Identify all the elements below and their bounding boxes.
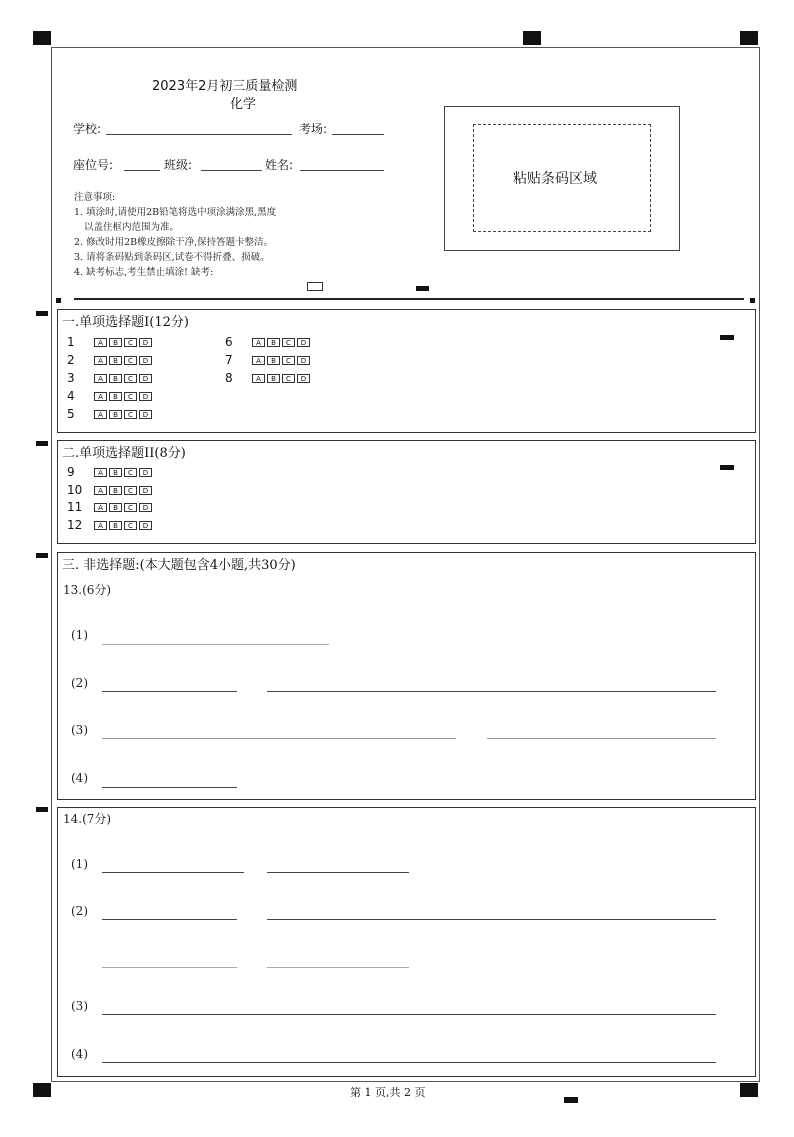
option-bubble-b[interactable]: B <box>109 338 122 347</box>
option-bubble-c[interactable]: C <box>124 374 137 383</box>
option-bubble-a[interactable]: A <box>252 374 265 383</box>
option-bubble-a[interactable]: A <box>94 486 107 495</box>
option-bubble-b[interactable]: B <box>267 374 280 383</box>
q14-box <box>57 807 756 1077</box>
option-bubble-c[interactable]: C <box>124 410 137 419</box>
option-bubble-d[interactable]: D <box>139 374 152 383</box>
q14-answer-2a[interactable] <box>102 919 237 920</box>
question-number: 8 <box>225 371 233 385</box>
absent-checkbox[interactable] <box>307 282 323 291</box>
option-bubble-b[interactable]: B <box>109 392 122 401</box>
q13-answer-3a[interactable] <box>102 738 456 739</box>
question-number: 9 <box>67 465 75 479</box>
q13-part-3: (3) <box>71 723 88 737</box>
note-1b: 以盖住框内范围为准。 <box>84 222 180 233</box>
q13-title: 13.(6分) <box>63 583 112 597</box>
option-bubble-c[interactable]: C <box>124 503 137 512</box>
bottom-mark <box>564 1097 578 1103</box>
section3-title: 三. 非选择题:(本大题包含4小题,共30分) <box>62 558 296 573</box>
name-field[interactable] <box>300 170 384 171</box>
q14-part-2: (2) <box>71 904 88 918</box>
option-bubble-c[interactable]: C <box>124 521 137 530</box>
q14-answer-1a[interactable] <box>102 872 244 873</box>
question-number: 10 <box>67 482 83 497</box>
option-bubble-a[interactable]: A <box>252 356 265 365</box>
side-mark-4 <box>36 807 48 812</box>
notes-title: 注意事项: <box>74 192 116 203</box>
side-mark-3 <box>36 553 48 558</box>
option-bubble-d[interactable]: D <box>139 338 152 347</box>
q13-answer-4[interactable] <box>102 787 237 788</box>
option-bubble-a[interactable]: A <box>94 338 107 347</box>
answer-options <box>94 356 152 365</box>
option-bubble-b[interactable]: B <box>109 486 122 495</box>
question-number: 11 <box>67 500 83 514</box>
q13-part-4: (4) <box>71 771 88 785</box>
option-bubble-b[interactable]: B <box>109 356 122 365</box>
room-field[interactable] <box>332 134 384 135</box>
option-bubble-b[interactable]: B <box>267 356 280 365</box>
section3-box <box>57 552 756 800</box>
option-bubble-c[interactable]: C <box>124 392 137 401</box>
option-bubble-b[interactable]: B <box>109 503 122 512</box>
note-1: 1. 填涂时,请使用2B铅笔将选中项涂满涂黑,黑度 <box>74 207 277 218</box>
q14-part-4: (4) <box>71 1047 88 1061</box>
q13-answer-1[interactable] <box>102 644 329 645</box>
q13-part-2: (2) <box>71 676 88 690</box>
option-bubble-d[interactable]: D <box>139 468 152 477</box>
option-bubble-d[interactable]: D <box>297 374 310 383</box>
option-bubble-d[interactable]: D <box>139 521 152 530</box>
q14-part-1: (1) <box>71 857 88 871</box>
answer-options <box>94 468 152 477</box>
q14-answer-2c[interactable] <box>102 967 237 968</box>
option-bubble-b[interactable]: B <box>109 374 122 383</box>
option-bubble-d[interactable]: D <box>139 503 152 512</box>
room-label: 考场: <box>299 122 328 136</box>
answer-options <box>94 410 152 419</box>
note-3: 3. 请将条码贴到条码区,试卷不得折叠、损破。 <box>74 252 270 263</box>
answer-options <box>94 392 152 401</box>
option-bubble-a[interactable]: A <box>94 468 107 477</box>
q13-answer-3b[interactable] <box>487 738 716 739</box>
q14-answer-1b[interactable] <box>267 872 409 873</box>
side-mark-1 <box>36 311 48 316</box>
school-label: 学校: <box>73 122 102 136</box>
answer-options <box>94 521 152 530</box>
question-number: 3 <box>67 371 75 385</box>
q14-answer-2d[interactable] <box>267 967 409 968</box>
q14-answer-4[interactable] <box>102 1062 716 1063</box>
answer-options <box>252 338 310 347</box>
class-field[interactable] <box>201 170 262 171</box>
option-bubble-d[interactable]: D <box>139 486 152 495</box>
corner-mark-br <box>740 1083 758 1097</box>
question-number: 1 <box>67 335 75 349</box>
q13-part-1: (1) <box>71 628 88 642</box>
answer-options <box>94 486 152 495</box>
corner-mark-tr <box>740 31 758 45</box>
answer-options <box>252 374 310 383</box>
option-bubble-b[interactable]: B <box>109 468 122 477</box>
barcode-label: 粘贴条码区域 <box>513 171 597 187</box>
option-bubble-d[interactable]: D <box>297 356 310 365</box>
option-bubble-c[interactable]: C <box>124 356 137 365</box>
option-bubble-a[interactable]: A <box>252 338 265 347</box>
q14-answer-3[interactable] <box>102 1014 716 1015</box>
note-4: 4. 缺考标志,考生禁止填涂! 缺考: <box>74 267 214 278</box>
question-number: 6 <box>225 335 233 349</box>
question-number: 12 <box>67 517 83 532</box>
option-bubble-c[interactable]: C <box>124 338 137 347</box>
option-bubble-c[interactable]: C <box>282 338 295 347</box>
note-2: 2. 修改时用2B橡皮擦除干净,保持答题卡整洁。 <box>74 237 274 248</box>
option-bubble-d[interactable]: D <box>139 410 152 419</box>
side-mark-2 <box>36 441 48 446</box>
option-bubble-c[interactable]: C <box>124 486 137 495</box>
option-bubble-d[interactable]: D <box>139 356 152 365</box>
corner-mark-tm <box>523 31 541 45</box>
answer-options <box>252 356 310 365</box>
option-bubble-c[interactable]: C <box>124 468 137 477</box>
option-bubble-a[interactable]: A <box>94 374 107 383</box>
option-bubble-a[interactable]: A <box>94 521 107 530</box>
notes <box>74 190 374 280</box>
q14-answer-2b[interactable] <box>267 919 716 920</box>
q14-title: 14.(7分) <box>63 812 112 826</box>
option-bubble-d[interactable]: D <box>297 338 310 347</box>
option-bubble-a[interactable]: A <box>94 356 107 365</box>
q13-answer-2b[interactable] <box>267 691 716 692</box>
option-bubble-a[interactable]: A <box>94 410 107 419</box>
answer-options <box>94 503 152 512</box>
name-label: 姓名: <box>265 158 294 172</box>
option-bubble-d[interactable]: D <box>139 392 152 401</box>
corner-mark-bl <box>33 1083 51 1097</box>
answer-options <box>94 374 152 383</box>
page-number: 第 1 页,共 2 页 <box>350 1086 426 1099</box>
option-bubble-b[interactable]: B <box>109 410 122 419</box>
corner-mark-tl <box>33 31 51 45</box>
question-number: 4 <box>67 389 75 403</box>
seat-label: 座位号: <box>73 158 114 172</box>
option-bubble-c[interactable]: C <box>282 374 295 383</box>
question-number: 2 <box>67 353 75 367</box>
option-bubble-b[interactable]: B <box>109 521 122 530</box>
question-number: 7 <box>225 353 233 367</box>
header-divider <box>74 298 744 300</box>
seat-field[interactable] <box>124 170 160 171</box>
exam-title: 2023年2月初三质量检测 <box>152 79 298 94</box>
exam-subject: 化学 <box>230 97 257 112</box>
option-bubble-a[interactable]: A <box>94 392 107 401</box>
option-bubble-c[interactable]: C <box>282 356 295 365</box>
option-bubble-b[interactable]: B <box>267 338 280 347</box>
option-bubble-a[interactable]: A <box>94 503 107 512</box>
class-label: 班级: <box>164 158 193 172</box>
q13-answer-2a[interactable] <box>102 691 237 692</box>
q14-part-3: (3) <box>71 999 88 1013</box>
section2-title: 二.单项选择题II(8分) <box>62 446 186 461</box>
question-number: 5 <box>67 407 75 421</box>
school-field[interactable] <box>106 134 292 135</box>
section1-title: 一.单项选择题I(12分) <box>62 315 189 330</box>
answer-options <box>94 338 152 347</box>
